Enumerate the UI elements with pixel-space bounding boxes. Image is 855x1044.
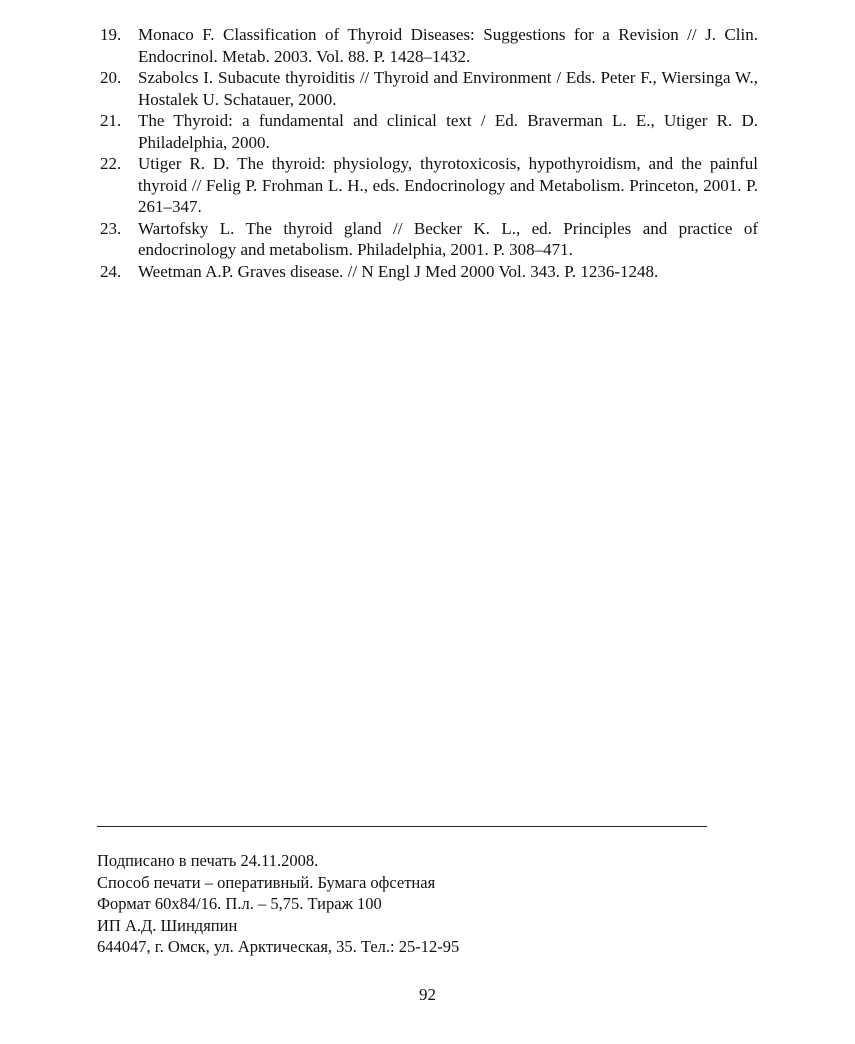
reference-item (100, 153, 758, 218)
reference-item (100, 261, 758, 283)
imprint-divider (97, 826, 707, 827)
imprint-address: 644047, г. Омск, ул. Арктическая, 35. Тел.: 25-12-95 (97, 937, 460, 956)
reference-text: Weetman A.P. Graves disease. // N Engl J Med 2000 Vol. 343. P. 1236-1248. (138, 261, 659, 281)
imprint-block (97, 850, 717, 958)
reference-text: Wartofsky L. The thyroid gland // Becker K. L., ed. Principles and practice of endocrinology and metabolism. Philadelphia, 2001. P. 308–471. (138, 218, 758, 259)
imprint-format: Формат 60x84/16. П.л. – 5,75. Тираж 100 (97, 894, 382, 913)
reference-number: 22. (100, 154, 122, 173)
reference-text: Utiger R. D. The thyroid: physiology, thyrotoxicosis, hypothyroidism, and the painful thyroid // Felig P. Frohman L. H., eds. Endocrinology and Metabolism. Princeton, 2001. P. 261–347. (138, 154, 758, 216)
reference-item (100, 218, 758, 261)
reference-number: 20. (100, 68, 122, 87)
reference-item (100, 67, 758, 110)
page-number: 92 (419, 985, 436, 1004)
imprint-publisher: ИП А.Д. Шиндяпин (97, 915, 238, 935)
reference-number: 21. (100, 111, 122, 130)
reference-item (100, 24, 758, 67)
reference-number: 19. (100, 25, 122, 44)
reference-text: The Thyroid: a fundamental and clinical text / Ed. Braverman L. E., Utiger R. D. Philadelphia, 2000. (138, 111, 758, 152)
reference-number: 24. (100, 261, 122, 281)
reference-text: Szabolcs I. Subacute thyroiditis // Thyroid and Environment / Eds. Peter F., Wiersinga W., Hostalek U. Schatauer, 2000. (138, 68, 758, 109)
reference-number: 23. (100, 218, 122, 238)
reference-item (100, 110, 758, 153)
reference-list (100, 24, 758, 282)
imprint-signed: Подписано в печать 24.11.2008. (97, 851, 319, 870)
imprint-printing: Способ печати – оперативный. Бумага офсетная (97, 872, 436, 892)
reference-text: Monaco F. Classification of Thyroid Diseases: Suggestions for a Revision // J. Clin. Endocrinol. Metab. 2003. Vol. 88. P. 1428–1432. (138, 25, 758, 66)
